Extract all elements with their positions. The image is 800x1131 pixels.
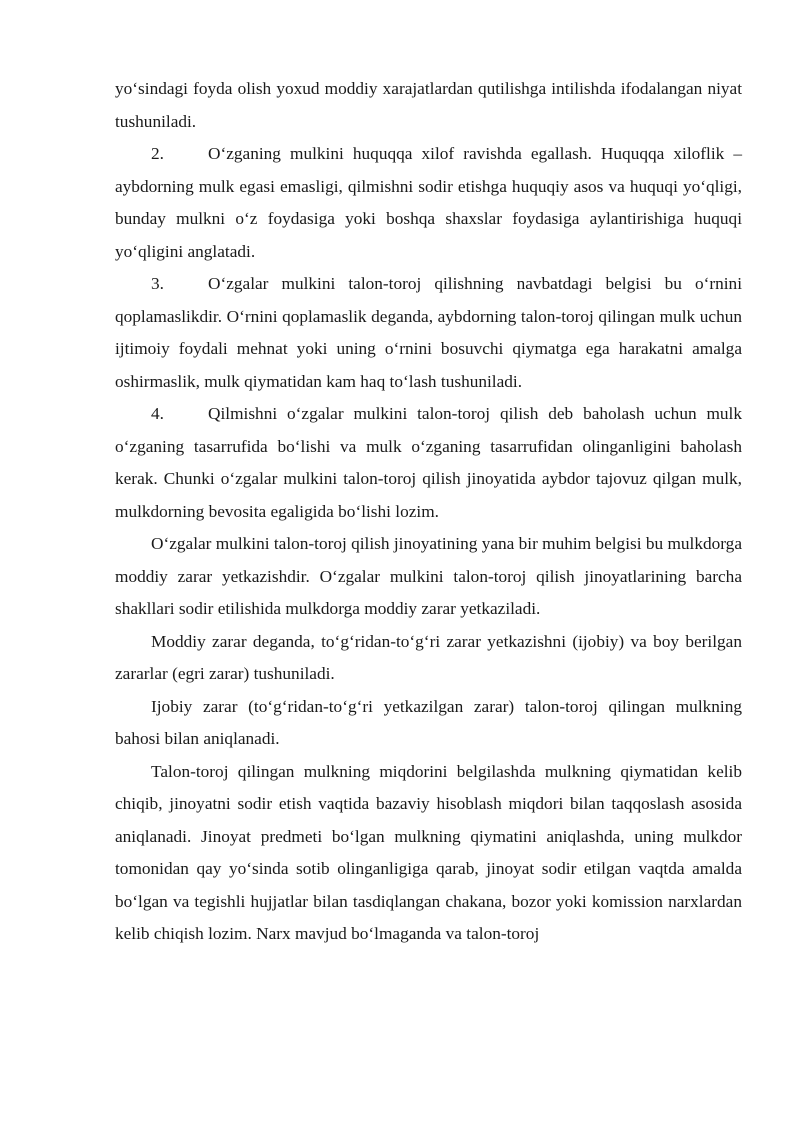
paragraph-text: Moddiy zarar deganda, to‘g‘ridan-to‘g‘ri zarar yetkazishni (ijobiy) va boy berilgan zararlar (egri zarar) tushuniladi. (115, 631, 742, 683)
paragraph-continuation (115, 73, 742, 138)
list-number: 2. (151, 144, 164, 163)
numbered-paragraph-4 (115, 398, 742, 528)
paragraph (115, 691, 742, 756)
paragraph-text: O‘zgalar mulkini talon-toroj qilishning navbatdagi belgisi bu o‘rnini qoplamaslikdir. O‘rnini qoplamaslik deganda, aybdorning talon-toroj qilingan mulk uchun ijtimoiy foydali mehnat yoki uning o‘rnini bosuvchi qiymatga ega harakatni amalga oshirmaslik, mulk qiymatidan kam haq to‘lash tushuniladi. (115, 274, 742, 391)
paragraph (115, 528, 742, 626)
list-number: 3. (151, 274, 164, 293)
paragraph-text: O‘zgalar mulkini talon-toroj qilish jinoyatining yana bir muhim belgisi bu mulkdorga moddiy zarar yetkazishdir. O‘zgalar mulkini talon-toroj qilish jinoyatlarining barcha shakllari sodir etilishida mulkdorga moddiy zarar yetkaziladi. (115, 534, 742, 618)
paragraph-text: O‘zganing mulkini huquqqa xilof ravishda egallash. Huquqqa xiloflik – aybdorning mulk egasi emasligi, qilmishni sodir etishga huquqiy asos va huquqi yo‘qligi, bunday mulkni o‘z foydasiga yoki boshqa shaxslar foydasiga aylantirishiga huquqi yo‘qligini anglatadi. (115, 144, 742, 261)
numbered-paragraph-3 (115, 268, 742, 398)
paragraph-text: yo‘sindagi foyda olish yoxud moddiy xarajatlardan qutilishga intilishda ifodalangan niyat tushuniladi. (115, 79, 742, 131)
paragraph-text: Talon-toroj qilingan mulkning miqdorini belgilashda mulkning qiymatidan kelib chiqib, jinoyatni sodir etish vaqtida bazaviy hisoblash miqdori bilan taqqoslash asosida aniqlanadi. Jinoyat predmeti bo‘lgan mulkning qiymatini aniqlashda, uning mulkdor tomonidan qay yo‘sinda sotib olinganligiga qarab, jinoyat sodir etilgan vaqtda amalda bo‘lgan va tegishli hujjatlar bilan tasdiqlangan chakana, bozor yoki komission narxlardan kelib chiqish lozim. Narx mavjud bo‘lmaganda va talon-toroj (115, 761, 742, 943)
paragraph (115, 756, 742, 951)
numbered-paragraph-2 (115, 138, 742, 268)
paragraph-text: Qilmishni o‘zgalar mulkini talon-toroj qilish deb baholash uchun mulk o‘zganing tasarrufida bo‘lishi va mulk o‘zganing tasarrufidan olinganligini baholash kerak. Chunki o‘zgalar mulkini talon-toroj qilish jinoyatida aybdor tajovuz qilgan mulk, mulkdorning bevosita egaligida bo‘lishi lozim. (115, 404, 742, 521)
document-page (115, 73, 742, 951)
paragraph-text: Ijobiy zarar (to‘g‘ridan-to‘g‘ri yetkazilgan zarar) talon-toroj qilingan mulkning bahosi bilan aniqlanadi. (115, 696, 742, 748)
list-number: 4. (151, 404, 164, 423)
paragraph (115, 626, 742, 691)
